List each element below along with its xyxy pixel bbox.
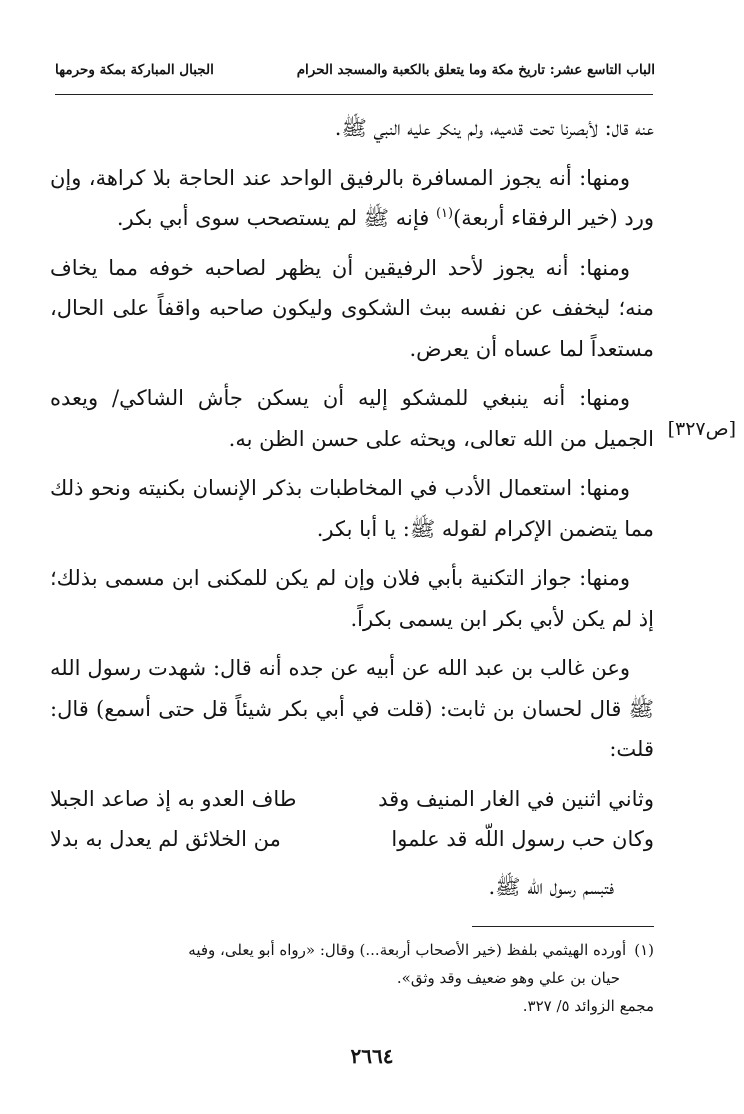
section-title: الجبال المباركة بمكة وحرمها: [55, 62, 214, 78]
footnote-continuation: حيان بن علي وهو ضعيف وقد وثق».: [396, 969, 620, 987]
header-divider: [55, 94, 653, 95]
footnote-reference[interactable]: (١): [435, 206, 454, 221]
poem-verse: [50, 819, 654, 859]
paragraph: عنه قال: لأبصرنا تحت قدميه، ولم ينكر عليه النبي ﷺ.: [334, 116, 654, 140]
margin-page-reference: [ص٣٢٧]: [667, 418, 736, 440]
poem-second-hemistich: طاف العدو به إذ صاعد الجبلا: [50, 786, 297, 811]
poem-verse: [50, 779, 654, 819]
chapter-title: الباب التاسع عشر: تاريخ مكة وما يتعلق بالكعبة والمسجد الحرام: [296, 62, 655, 78]
main-text: [50, 108, 654, 907]
poem-second-hemistich: من الخلائق لم يعدل به بدلا: [50, 826, 281, 851]
footnote-source: مجمع الزوائد ٥/ ٣٢٧.: [522, 997, 654, 1015]
paragraph: ومنها: جواز التكنية بأبي فلان وإن لم يكن للمكنى ابن مسمى بذلك؛ إذ لم يكن لأبي بكر ابن يسمى بكراً.: [50, 566, 654, 631]
poem-first-hemistich: وكان حب رسول اللّه قد علموا: [391, 826, 654, 851]
paragraph: ومنها: أنه يجوز لأحد الرفيقين أن يظهر لصاحبه خوفه مما يخاف منه؛ ليخفف عن نفسه ببث الشكوى وليكون صاحبه واقفاً على الحال، مستعداً لما عساه أن يعرض.: [50, 255, 654, 361]
footnote-text: أورده الهيثمي بلفظ (خير الأصحاب أربعة...) وقال: «رواه أبو يعلى، وفيه: [188, 941, 627, 959]
footnote-divider: [472, 926, 654, 927]
poem-first-hemistich: وثاني اثنين في الغار المنيف وقد: [378, 786, 654, 811]
paragraph-text: فإنه ﷺ لم يستصحب سوى أبي بكر.: [116, 206, 430, 230]
running-header: [55, 58, 655, 86]
paragraph: [50, 158, 654, 239]
footnote: [60, 936, 654, 964]
page-number: ٢٦٦٤: [350, 1044, 394, 1068]
paragraph-text: ومنها: أنه يجوز المسافرة بالرفيق الواحد عند الحاجة بلا كراهة، وإن ورد (خير الرفقاء أربعة): [50, 165, 654, 230]
paragraph: وعن غالب بن عبد الله عن أبيه عن جده أنه قال: شهدت رسول الله ﷺ قال لحسان بن ثابت: (قلت في أبي بكر شيئاً قل حتى أسمع) قال: قلت:: [50, 656, 654, 761]
paragraph: ومنها: أنه ينبغي للمشكو إليه أن يسكن جأش الشاكي/ ويعده الجميل من الله تعالى، ويحثه على حسن الظن به.: [50, 386, 654, 451]
footnotes: [60, 936, 654, 1020]
poem: [50, 779, 654, 859]
closing-line: فتبسم رسول الله ﷺ.: [488, 874, 614, 899]
paragraph: ومنها: استعمال الأدب في المخاطبات بذكر الإنسان بكنيته ونحو ذلك مما يتضمن الإكرام لقوله ﷺ: يا أبا بكر.: [50, 476, 654, 541]
footnote-number: (١): [634, 941, 654, 959]
